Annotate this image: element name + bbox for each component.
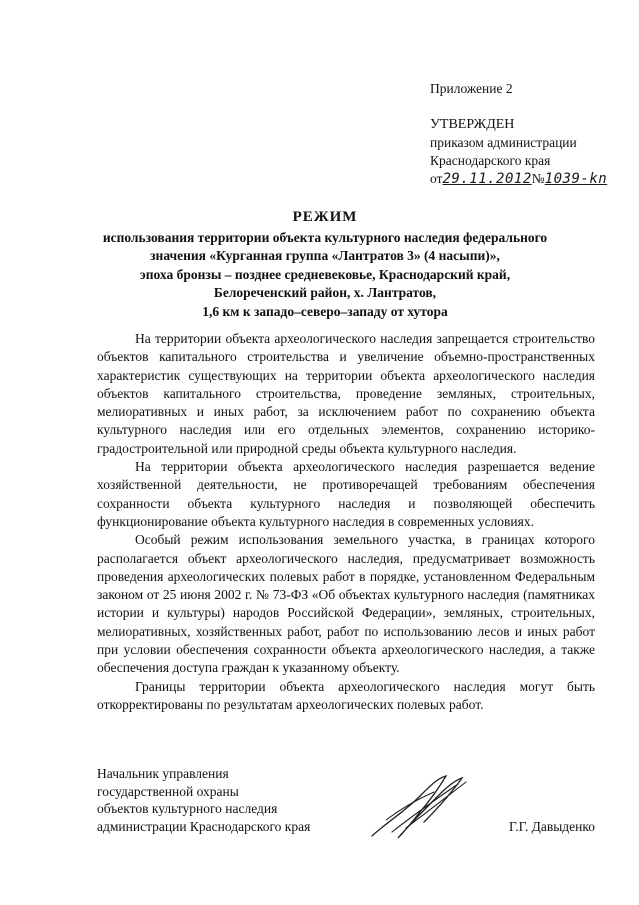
- position-line: Начальник управления: [97, 766, 229, 781]
- position-line: государственной охраны: [97, 783, 239, 799]
- title-line: 1,6 км к западо–северо–западу от хутора: [202, 303, 448, 319]
- annex-label: Приложение 2: [430, 81, 513, 96]
- signature-block: [97, 765, 595, 835]
- order-line-1: приказом администрации: [430, 135, 577, 150]
- approval-block: [430, 80, 607, 188]
- date-prefix: от: [430, 171, 443, 186]
- position-line: администрации Краснодарского края: [97, 818, 311, 834]
- signatory-name: Г.Г. Давыденко: [508, 818, 595, 834]
- title-line: значения «Курганная группа «Лантратов 3» (4 насыпи)»,: [150, 248, 500, 263]
- title-heading: РЕЖИМ: [292, 209, 358, 225]
- document-title: [60, 208, 590, 321]
- position-line: объектов культурного наследия: [97, 801, 278, 816]
- title-line: эпоха бронзы – позднее средневековье, Краснодарский край,: [139, 266, 511, 282]
- handwritten-number: 1039-kn: [544, 171, 608, 187]
- paragraph: Границы территории объекта археологического наследия могут быть откорректированы по результатам археологических полевых работ.: [97, 678, 595, 712]
- paragraph: На территории объекта археологического наследия запрещается строительство объектов капитального строительства и увеличение объемно-пространственных характеристик существующих на территории объекта археологического наследия объектов капитального строительства, проведение земляных, строительных, мелиоративных и иных работ, за исключением работ по сохранению объекта культурного наследия или его отдельных элементов, сохранению историко-градостроительной или природной среды объекта культурного наследия.: [97, 331, 595, 456]
- handwritten-date: 29.11.2012: [442, 171, 532, 187]
- document-body: [97, 330, 595, 714]
- handwritten-signature-icon: [362, 772, 477, 842]
- order-line-2: Краснодарского края: [430, 153, 551, 168]
- order-date-number: [430, 170, 607, 188]
- number-prefix: №: [531, 171, 545, 186]
- approved-label: УТВЕРЖДЕН: [430, 117, 515, 132]
- paragraph: На территории объекта археологического наследия разрешается ведение хозяйственной деятельности, не противоречащей требованиям обеспечения сохранности объекта культурного наследия и позволяющей обеспечить функционирование объекта культурного наследия в современных условиях.: [97, 459, 595, 529]
- signatory-position: [97, 765, 397, 835]
- paragraph: Особый режим использования земельного участка, в границах которого располагается объект археологического наследия, предусматривает возможность проведения археологических полевых работ в порядке, установленном Федеральным законом от 25 июня 2002 г. № 73-ФЗ «Об объектах культурного наследия (памятниках истории и культуры) народов Российской Федерации», земляных, строительных, мелиоративных, хозяйственных работ, работ по использованию лесов и иных работ при условии обеспечения сохранности объекта археологического наследия, а также обеспечения доступа граждан к указанному объекту.: [97, 532, 595, 676]
- title-line: Белореченский район, х. Лантратов,: [213, 285, 437, 300]
- title-line: использования территории объекта культурного наследия федерального: [102, 229, 548, 245]
